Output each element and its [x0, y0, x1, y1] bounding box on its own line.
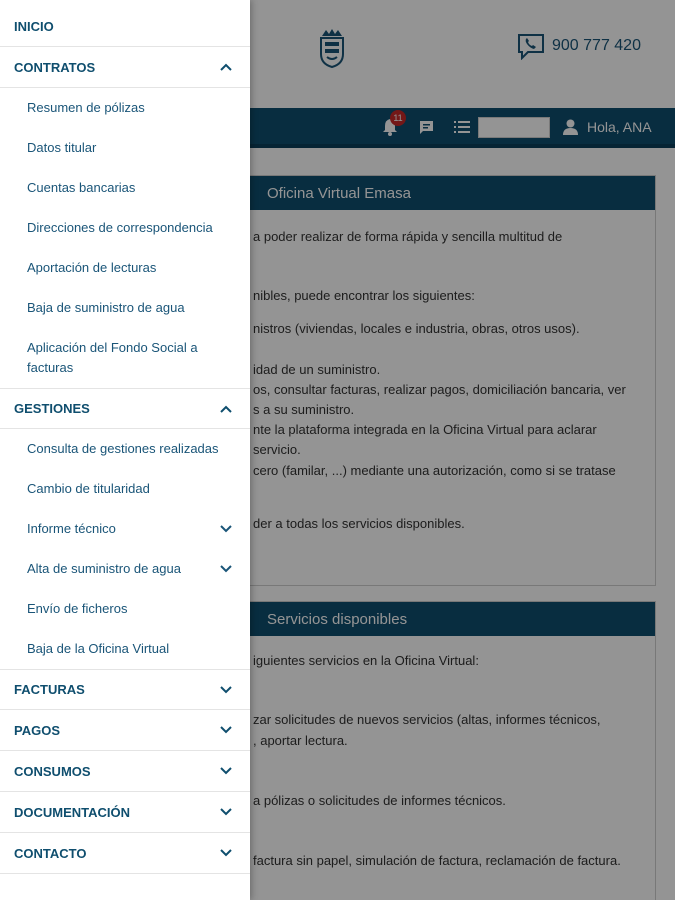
nav-documentacion[interactable] [0, 792, 250, 833]
user-greeting[interactable]: Hola, ANA [587, 119, 652, 135]
chevron-down-icon [219, 766, 233, 776]
chevron-up-icon [219, 404, 233, 414]
nav-consumos[interactable] [0, 751, 250, 792]
nav-item-informe-tecnico-label: Informe técnico [27, 521, 116, 536]
nav-item-informe-tecnico[interactable] [27, 519, 237, 539]
nav-item-direcciones-correspondencia[interactable]: Direcciones de correspondencia [27, 220, 213, 235]
nav-inicio[interactable] [0, 6, 250, 47]
chevron-up-icon [219, 62, 233, 72]
card-text: cero (familar, ...) mediante una autorización, como si se tratase [253, 463, 616, 478]
card-text: factura sin papel, simulación de factura, reclamación de factura. [253, 853, 621, 868]
nav-gestiones[interactable] [0, 388, 250, 429]
card-text: iguientes servicios en la Oficina Virtual: [253, 653, 479, 668]
notification-badge: 11 [390, 110, 406, 126]
nav-contratos[interactable] [0, 47, 250, 88]
card-text: idad de un suministro. [253, 362, 381, 377]
nav-item-cuentas-bancarias[interactable]: Cuentas bancarias [27, 180, 136, 195]
nav-pagos[interactable] [0, 710, 250, 751]
phone-number: 900 777 420 [552, 37, 641, 54]
nav-consumos-label: CONSUMOS [14, 763, 91, 779]
chevron-down-icon [219, 725, 233, 735]
card-text: der a todas los servicios disponibles. [253, 516, 465, 531]
card-text: nistros (viviendas, locales e industria, obras, otros usos). [253, 321, 580, 336]
card-text: os, consultar facturas, realizar pagos, domiciliación bancaria, ver [253, 382, 626, 397]
card-text: zar solicitudes de nuevos servicios (altas, informes técnicos, [253, 712, 601, 727]
nav-contratos-label: CONTRATOS [14, 59, 96, 75]
nav-item-alta-suministro-label: Alta de suministro de agua [27, 561, 181, 576]
nav-item-aportacion-lecturas[interactable]: Aportación de lecturas [27, 260, 157, 275]
card-text: s a su suministro. [253, 402, 355, 417]
nav-gestiones-label: GESTIONES [14, 401, 90, 416]
card-title: Oficina Virtual Emasa [1, 176, 655, 210]
nav-item-resumen-polizas[interactable]: Resumen de pólizas [27, 100, 145, 115]
nav-facturas[interactable] [0, 669, 250, 710]
card-text: nibles, puede encontrar los siguientes: [253, 288, 475, 303]
chevron-down-icon[interactable] [219, 524, 233, 534]
card-text: a poder realizar de forma rápida y sencilla multitud de [253, 229, 563, 244]
nav-inicio-label: INICIO [14, 18, 54, 34]
nav-item-cambio-titularidad[interactable]: Cambio de titularidad [27, 481, 150, 496]
nav-documentacion-label: DOCUMENTACIÓN [14, 804, 131, 820]
card-title: Servicios disponibles [1, 602, 655, 636]
nav-item-consulta-gestiones[interactable]: Consulta de gestiones realizadas [27, 441, 219, 456]
card-text: a pólizas o solicitudes de informes técnicos. [253, 793, 506, 808]
nav-item-envio-ficheros[interactable]: Envío de ficheros [27, 601, 128, 616]
nav-item-fondo-social[interactable]: Aplicación del Fondo Social a facturas [27, 340, 198, 375]
nav-contacto-label: CONTACTO [14, 845, 87, 861]
navigation-drawer [0, 0, 250, 900]
nav-item-alta-suministro[interactable] [27, 559, 237, 579]
nav-facturas-label: FACTURAS [14, 682, 85, 697]
card-text: , aportar lectura. [253, 733, 348, 748]
nav-contacto[interactable] [0, 833, 250, 874]
nav-pagos-label: PAGOS [14, 722, 60, 738]
card-text: servicio. [253, 442, 301, 457]
chevron-down-icon [219, 685, 233, 695]
card-text: nte la plataforma integrada en la Oficina Virtual para aclarar [253, 422, 597, 437]
chevron-down-icon [219, 848, 233, 858]
chevron-down-icon [219, 807, 233, 817]
nav-item-datos-titular[interactable]: Datos titular [27, 140, 97, 155]
nav-item-baja-oficina-virtual[interactable]: Baja de la Oficina Virtual [27, 641, 170, 656]
chevron-down-icon[interactable] [219, 564, 233, 574]
nav-item-baja-suministro[interactable]: Baja de suministro de agua [27, 300, 185, 315]
